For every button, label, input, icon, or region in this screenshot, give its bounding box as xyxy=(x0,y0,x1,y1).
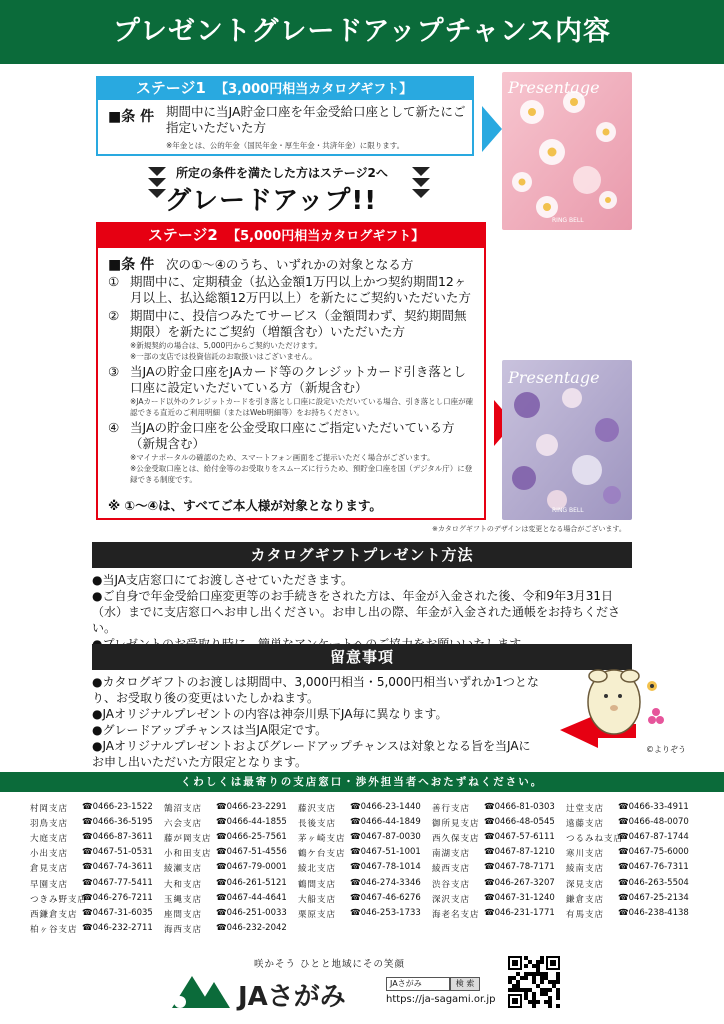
branch-phone: ☎0467-78-1014 xyxy=(350,862,421,873)
chevron-down-icon xyxy=(148,167,166,198)
branch-name: 西鎌倉支店 xyxy=(30,909,78,920)
branch-name: 綾瀬支店 xyxy=(164,864,203,875)
branch-name: 御所見支店 xyxy=(432,818,480,829)
stage2-header xyxy=(96,222,486,248)
list-item: ●カタログギフトのお渡しは期間中、3,000円相当・5,000円相当いずれか1つとなり、お受取り後の変更はいたしかねます。 xyxy=(92,675,539,705)
branch-name: 綾南支店 xyxy=(566,864,605,875)
branch-phone: ☎0466-23-1522 xyxy=(82,801,153,812)
branch-phone: ☎046-238-4138 xyxy=(618,907,689,918)
branch-phone: ☎0466-87-3611 xyxy=(82,831,153,842)
table-row xyxy=(30,800,700,815)
catalog-brand: Presentage xyxy=(508,368,600,387)
branch-phone: ☎0467-31-1240 xyxy=(484,892,555,903)
method-title: カタログギフトプレゼント方法 xyxy=(92,542,632,568)
branch-phone: ☎0467-31-6035 xyxy=(82,907,153,918)
branch-phone: ☎0467-78-7171 xyxy=(484,862,555,873)
branch-cell xyxy=(298,862,432,874)
branch-cell xyxy=(30,908,164,920)
branch-name: 海西支店 xyxy=(164,925,203,936)
stage2-item: ① 期間中に、定期積金（払込金額1万円以上かつ契約期間12ヶ月以上、払込総額12万円以上）を新たにご契約いただいた方 xyxy=(108,274,471,305)
branch-phone: ☎046-251-0033 xyxy=(216,907,287,918)
branch-name: 渋谷支店 xyxy=(432,879,471,890)
stage2-item: ② 期間中に、投信つみたてサービス（金額問わず、契約期間無期限）を新たにご契約（増額含む）いただいた方 ※新規契約の場合は、5,000円からご契約いただけます。 ※一部の支店では投資信託のお取扱いはございません。 xyxy=(108,308,467,361)
stage2-box xyxy=(96,248,486,520)
branch-name: 鶴ケ台支店 xyxy=(298,849,346,860)
branch-phone: ☎0467-51-0531 xyxy=(82,847,153,858)
search-input[interactable]: JAさがみ xyxy=(386,977,450,991)
table-row xyxy=(30,846,700,861)
contact-bar: くわしくは最寄りの支店窓口・渉外担当者へおたずねください。 xyxy=(0,772,724,792)
branch-phone: ☎046-232-2042 xyxy=(216,923,287,934)
branch-phone: ☎046-253-1733 xyxy=(350,907,421,918)
branch-cell xyxy=(566,908,700,920)
branch-phone: ☎0467-51-4556 xyxy=(216,847,287,858)
branch-name: 寒川支店 xyxy=(566,849,605,860)
ja-logo-text: JAさがみ xyxy=(238,982,346,1012)
branch-cell xyxy=(164,802,298,814)
branch-phone: ☎0467-87-1744 xyxy=(618,831,689,842)
stage1-pointer-icon xyxy=(482,106,502,152)
mascot-icon xyxy=(552,656,668,756)
branch-name: 綾北支店 xyxy=(298,864,337,875)
branch-cell xyxy=(432,908,566,920)
branch-name: 小和田支店 xyxy=(164,849,212,860)
branch-name: 大和支店 xyxy=(164,879,203,890)
mascot-credit: ©よりぞう xyxy=(646,745,686,754)
branch-cell xyxy=(30,847,164,859)
table-row xyxy=(30,815,700,830)
branch-phone: ☎0466-44-1849 xyxy=(350,816,421,827)
branch-phone: ☎0466-81-0303 xyxy=(484,801,555,812)
catalog-gift-1 xyxy=(502,72,632,230)
branch-cell xyxy=(298,832,432,844)
branch-phone: ☎0466-23-1440 xyxy=(350,801,421,812)
stage2-title: ステージ2 xyxy=(148,226,218,244)
branch-name: 長後支店 xyxy=(298,818,337,829)
stage1-note: ※年金とは、公的年金（国民年金・厚生年金・共済年金）に限ります。 xyxy=(166,141,405,150)
branch-cell xyxy=(164,908,298,920)
branch-phone: ☎0467-79-0001 xyxy=(216,862,287,873)
table-row xyxy=(30,891,700,906)
branch-cell xyxy=(164,878,298,890)
branch-name: 村岡支店 xyxy=(30,803,69,814)
branch-phone: ☎0467-87-0030 xyxy=(350,831,421,842)
list-item: ●JAオリジナルプレゼントおよびグレードアップチャンスは対象となる旨を当JAにお申し出いただいた方限定となります。 xyxy=(92,739,531,769)
branch-name: 海老名支店 xyxy=(432,909,480,920)
branch-name: 綾西支店 xyxy=(432,864,471,875)
branch-cell xyxy=(432,893,566,905)
stage1-subtitle: 【3,000円相当カタログギフト】 xyxy=(215,82,413,97)
branch-name: 大船支店 xyxy=(298,894,337,905)
branch-cell xyxy=(432,832,566,844)
table-row xyxy=(30,830,700,845)
method-list xyxy=(92,572,640,652)
notes-list xyxy=(92,674,540,770)
branch-phone: ☎0467-46-6276 xyxy=(350,892,421,903)
branch-cell xyxy=(298,908,432,920)
branch-cell xyxy=(164,817,298,829)
branch-cell xyxy=(298,878,432,890)
catalog-design-note: ※カタログギフトのデザインは変更となる場合がございます。 xyxy=(432,525,626,533)
branch-cell xyxy=(432,878,566,890)
branch-cell xyxy=(566,817,700,829)
branch-phone: ☎0466-48-0070 xyxy=(618,816,689,827)
branch-cell xyxy=(30,878,164,890)
branch-name: 善行支店 xyxy=(432,803,471,814)
branch-phone: ☎046-276-7211 xyxy=(82,892,153,903)
branch-name: 倉見支店 xyxy=(30,864,69,875)
branch-cell xyxy=(566,832,700,844)
stage2-condition-label: ■条 件 xyxy=(108,257,155,273)
branch-name: 有馬支店 xyxy=(566,909,605,920)
branch-name: 鎌倉支店 xyxy=(566,894,605,905)
catalog-maker: RING BELL xyxy=(552,217,584,224)
stage1-box xyxy=(96,100,474,156)
branch-cell xyxy=(30,802,164,814)
branch-phone: ☎0467-77-5411 xyxy=(82,877,153,888)
branch-cell xyxy=(164,862,298,874)
branch-cell xyxy=(298,847,432,859)
branch-name: 鶴間支店 xyxy=(298,879,337,890)
branch-phone: ☎0466-25-7561 xyxy=(216,831,287,842)
branch-phone: ☎046-232-2711 xyxy=(82,923,153,934)
branch-table xyxy=(30,800,700,937)
list-item: ●グレードアップチャンスは当JA限定です。 xyxy=(92,723,328,737)
branch-cell xyxy=(164,832,298,844)
branch-name: 栗原支店 xyxy=(298,909,337,920)
branch-name: 座間支店 xyxy=(164,909,203,920)
branch-name: 小出支店 xyxy=(30,849,69,860)
branch-cell xyxy=(164,847,298,859)
branch-phone: ☎0466-23-2291 xyxy=(216,801,287,812)
catalog-maker: RING BELL xyxy=(552,507,584,514)
branch-phone: ☎0467-25-2134 xyxy=(618,892,689,903)
branch-phone: ☎0467-57-6111 xyxy=(484,831,555,842)
branch-name: 羽鳥支店 xyxy=(30,818,69,829)
stage2-item: ③ 当JAの貯金口座をJAカード等のクレジットカード引き落とし口座に設定いただいている方（新規含む） ※JAカード以外のクレジットカードを引き落とし口座に設定いただいている場合、引き落とし口座が確認できる直近のご利用明細（またはWeb明細等）をお持ちください。 xyxy=(108,364,474,417)
branch-phone: ☎0467-51-1001 xyxy=(350,847,421,858)
qr-code-icon xyxy=(508,956,560,1008)
catalog-brand: Presentage xyxy=(508,78,600,97)
branch-name: 大庭支店 xyxy=(30,833,69,844)
stage1-condition-text: 期間中に当JA貯金口座を年金受給口座として新たにご指定いただいた方 xyxy=(166,104,466,135)
chevron-down-icon xyxy=(412,167,430,198)
branch-cell xyxy=(30,923,164,935)
branch-phone: ☎0467-44-4641 xyxy=(216,892,287,903)
branch-cell xyxy=(566,847,700,859)
branch-cell xyxy=(298,817,432,829)
stage2-condition-intro: 次の①～④のうち、いずれかの対象となる方 xyxy=(166,257,414,272)
upgrade-label: グレードアップ!! xyxy=(165,186,378,216)
branch-cell xyxy=(164,923,298,935)
stage1-condition-label: ■条 件 xyxy=(108,109,155,125)
catalog-gift-2 xyxy=(502,360,632,520)
branch-cell xyxy=(30,817,164,829)
branch-cell xyxy=(30,832,164,844)
branch-name: つきみ野支店 xyxy=(30,894,88,905)
stage2-subtitle: 【5,000円相当カタログギフト】 xyxy=(227,229,425,244)
branch-name: 深見支店 xyxy=(566,879,605,890)
branch-name: 六会支店 xyxy=(164,818,203,829)
branch-name: 辻堂支店 xyxy=(566,803,605,814)
branch-phone: ☎046-274-3346 xyxy=(350,877,421,888)
branch-phone: ☎0466-44-1855 xyxy=(216,816,287,827)
branch-name: つるみね支店 xyxy=(566,833,624,844)
branch-cell xyxy=(30,862,164,874)
branch-cell xyxy=(566,893,700,905)
branch-name: 南湖支店 xyxy=(432,849,471,860)
branch-name: 藤が岡支店 xyxy=(164,833,212,844)
list-item: ●当JA支店窓口にてお渡しさせていただきます。 xyxy=(92,573,354,587)
branch-phone: ☎0467-75-6000 xyxy=(618,847,689,858)
stage1-header xyxy=(96,76,474,100)
branch-cell xyxy=(432,817,566,829)
branch-phone: ☎0466-33-4911 xyxy=(618,801,689,812)
stage2-footer: ※ ①～④は、すべてご本人様が対象となります。 xyxy=(108,498,382,513)
website-url[interactable]: https://ja-sagami.or.jp xyxy=(386,994,496,1005)
branch-phone: ☎0467-74-3611 xyxy=(82,862,153,873)
branch-cell xyxy=(298,802,432,814)
stage2-item: ④ 当JAの貯金口座を公金受取口座にご指定いただいている方（新規含む） ※マイナポータルの確認のため、スマートフォン画面をご提示いただく場合がございます。 ※公金受取口座とは、給付金等のお受取りをスムーズに行うため、預貯金口座を国（デジタル庁）に登録できる制度です。 xyxy=(108,420,473,484)
branch-cell xyxy=(30,893,164,905)
branch-phone: ☎0467-76-7311 xyxy=(618,862,689,873)
branch-name: 藤沢支店 xyxy=(298,803,337,814)
branch-name: 茅ヶ崎支店 xyxy=(298,833,346,844)
search-button[interactable]: 検 索 xyxy=(450,977,480,991)
branch-name: 鵠沼支店 xyxy=(164,803,203,814)
branch-cell xyxy=(432,802,566,814)
branch-name: 柏ヶ谷支店 xyxy=(30,925,78,936)
stage2-item-list xyxy=(108,274,480,485)
branch-cell xyxy=(432,862,566,874)
branch-phone: ☎0466-48-0545 xyxy=(484,816,555,827)
branch-phone: ☎0467-87-1210 xyxy=(484,847,555,858)
branch-phone: ☎0466-36-5195 xyxy=(82,816,153,827)
branch-cell xyxy=(566,802,700,814)
branch-name: 遠藤支店 xyxy=(566,818,605,829)
branch-cell xyxy=(566,878,700,890)
slogan: 咲かそう ひとと地域にその笑顔 xyxy=(254,959,406,970)
branch-phone: ☎046-231-1771 xyxy=(484,907,555,918)
table-row xyxy=(30,876,700,891)
list-item: ●ご自身で年金受給口座変更等のお手続きをされた方は、年金が入金された後、令和9年3月31日（水）までに支店窓口へお申し出ください。お申し出の際、年金が入金された通帳をお持ちください。 xyxy=(92,589,621,635)
branch-name: 西久保支店 xyxy=(432,833,480,844)
branch-name: 玉縄支店 xyxy=(164,894,203,905)
ja-logo-icon xyxy=(164,972,234,1010)
branch-name: 早園支店 xyxy=(30,879,69,890)
branch-name: 深沢支店 xyxy=(432,894,471,905)
stage1-title: ステージ1 xyxy=(136,79,206,97)
table-row xyxy=(30,861,700,876)
branch-cell xyxy=(164,893,298,905)
table-row xyxy=(30,906,700,921)
branch-phone: ☎046-267-3207 xyxy=(484,877,555,888)
branch-cell xyxy=(298,893,432,905)
page-title: プレゼントグレードアップチャンス内容 xyxy=(0,0,724,64)
branch-phone: ☎046-261-5121 xyxy=(216,877,287,888)
notes-title: 留意事項 xyxy=(92,644,632,670)
branch-cell xyxy=(566,862,700,874)
table-row xyxy=(30,922,700,937)
upgrade-note: 所定の条件を満たした方はステージ2へ xyxy=(176,166,388,180)
branch-phone: ☎046-263-5504 xyxy=(618,877,689,888)
branch-cell xyxy=(432,847,566,859)
list-item: ●JAオリジナルプレゼントの内容は神奈川県下JA毎に異なります。 xyxy=(92,707,448,721)
